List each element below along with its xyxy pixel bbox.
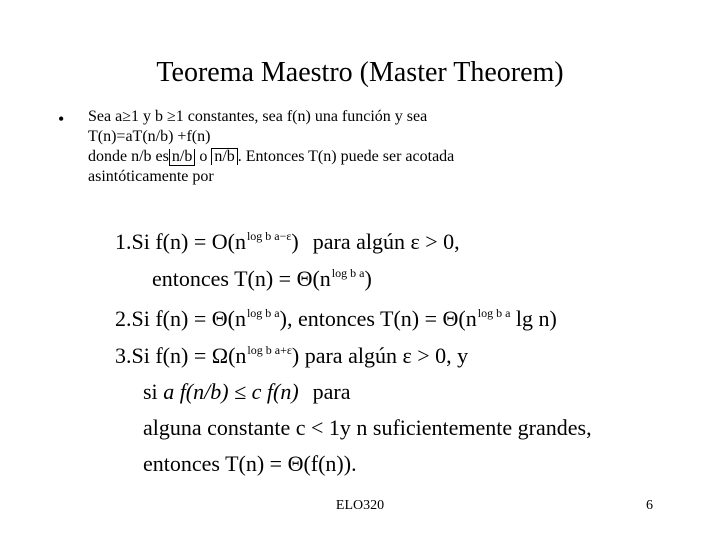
slide-title: Teorema Maestro (Master Theorem) [156, 57, 564, 88]
intro-line-2: T(n)=aT(n/b) +f(n) [88, 128, 211, 145]
case-2-exponent-2: log b a [477, 306, 511, 320]
case-3-si-expression: a f(n/b) ≤ c f(n) [163, 379, 299, 404]
footer-page-number: 6 [646, 498, 653, 513]
case-1-then-close: ) [364, 266, 372, 291]
case-3-si-line [143, 378, 351, 406]
case-1-then-line [152, 265, 372, 296]
case-2-exponent: log b a [246, 306, 280, 320]
case-2-lead: 2.Si f(n) = Θ(n [115, 306, 246, 331]
case-1-line [115, 228, 460, 259]
intro-line-3-after: . Entonces T(n) puede ser acotada [237, 148, 455, 165]
intro-or: o [195, 148, 212, 165]
intro-line-4: asintóticamente por [88, 168, 214, 185]
case-1-close: ) [291, 229, 299, 254]
case-1-lead: 1.Si f(n) = O(n [115, 229, 246, 254]
case-3-lead: 3.Si f(n) = Ω(n [115, 343, 247, 368]
case-2-middle: ), entonces T(n) = Θ(n [279, 306, 477, 331]
bullet-dot: • [58, 109, 65, 129]
case-1-condition: para algún ε > 0, [312, 229, 460, 254]
intro-paragraph [88, 107, 688, 187]
intro-line-1: Sea a≥1 y b ≥1 constantes, sea f(n) una función y sea [88, 108, 428, 125]
footer-course: ELO320 [335, 498, 385, 513]
intro-line-3-before: donde n/b es [88, 148, 169, 165]
case-3-para: para [312, 379, 351, 404]
case-3-line [115, 342, 468, 373]
case-1-exponent: log b a−ε [246, 229, 292, 243]
case-3-condition: ) para algún ε > 0, y [291, 343, 469, 368]
intro-line-3 [88, 147, 688, 167]
case-3-line-3: alguna constante c < 1y n suficientemente grandes, [143, 415, 592, 440]
case-3-si-label: si [143, 379, 158, 404]
case-2-tail: lg n) [515, 306, 557, 331]
floor-expression: n/b [169, 149, 195, 166]
case-3-line-4: entonces T(n) = Θ(f(n)). [143, 451, 357, 476]
case-2-line [115, 305, 557, 336]
case-3-exponent: log b a+ε [247, 343, 292, 357]
case-1-then-lead: entonces T(n) = Θ(n [152, 266, 331, 291]
ceiling-expression: n/b [211, 148, 237, 165]
case-1-then-exponent: log b a [331, 266, 365, 280]
